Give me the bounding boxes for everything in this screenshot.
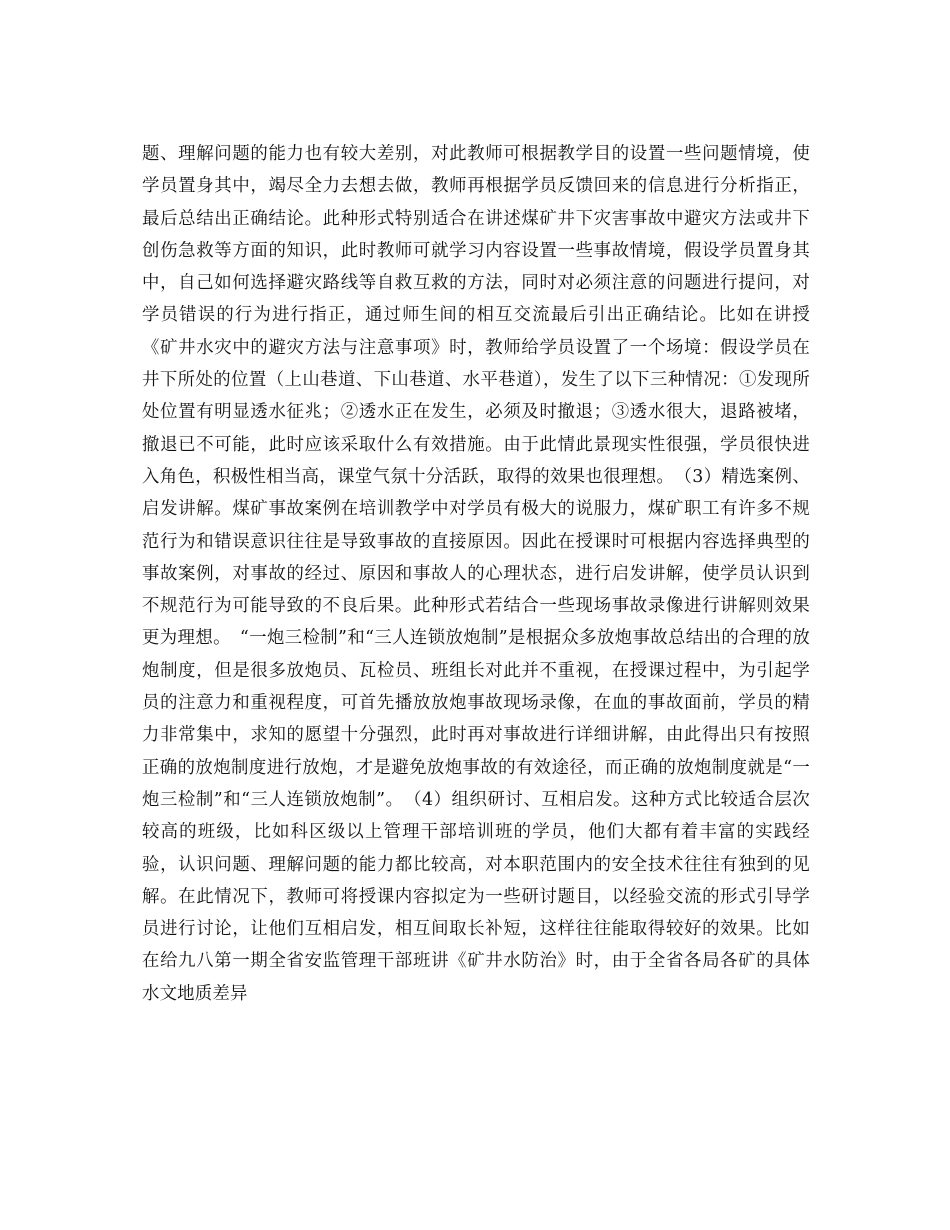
body-paragraph: 题、理解问题的能力也有较大差别，对此教师可根据教学目的设置一些问题情境，使学员置身其中，竭尽全力去想去做，教师再根据学员反馈回来的信息进行分析指正，最后总结出正确结论。此种形式特别适合在讲述煤矿井下灾害事故中避灾方法或井下创伤急救等方面的知识，此时教师可就学习内容设置一些事故情境，假设学员置身其中，自己如何选择避灾路线等自救互救的方法，同时对必须注意的问题进行提问，对学员错误的行为进行指正，通过师生间的相互交流最后引出正确结论。比如在讲授《矿井水灾中的避灾方法与注意事项》时，教师给学员设置了一个场境：假设学员在井下所处的位置（上山巷道、下山巷道、水平巷道），发生了以下三种情况：①发现所处位置有明显透水征兆；②透水正在发生，必须及时撤退；③透水很大，退路被堵，撤退已不可能，此时应该采取什么有效措施。由于此情此景现实性很强，学员很快进入角色，积极性相当高，课堂气氛十分活跃，取得的效果也很理想。 （3）精选案例、启发讲解。煤矿事故案例在培训教学中对学员有极大的说服力，煤矿职工有许多不规范行为和错误意识往往是导致事故的直接原因。因此在授课时可根据内容选择典型的事故案例，对事故的经过、原因和事故人的心理状态，进行启发讲解，使学员认识到不规范行为可能导致的不良后果。此种形式若结合一些现场事故录像进行讲解则效果更为理想。 “一炮三检制”和“三人连锁放炮制”是根据众多放炮事故总结出的合理的放炮制度，但是很多放炮员、瓦检员、班组长对此并不重视，在授课过程中，为引起学员的注意力和重视程度，可首先播放放炮事故现场录像，在血的事故面前，学员的精力非常集中，求知的愿望十分强烈，此时再对事故进行详细讲解，由此得出只有按照正确的放炮制度进行放炮，才是避免放炮事故的有效途径，而正确的放炮制度就是“一炮三检制”和“三人连锁放炮制”。 （4）组织研讨、互相启发。这种方式比较适合层次较高的班级，比如科区级以上管理干部培训班的学员，他们大都有着丰富的实践经验，认识问题、理解问题的能力都比较高，对本职范围内的安全技术往往有独到的见解。在此情况下，教师可将授课内容拟定为一些研讨题目，以经验交流的形式引导学员进行讨论，让他们互相启发，相互间取长补短，这样往往能取得较好的效果。比如在给九八第一期全省安监管理干部班讲《矿井水防治》时，由于全省各局各矿的具体水文地质差异 (142, 144, 810, 1004)
